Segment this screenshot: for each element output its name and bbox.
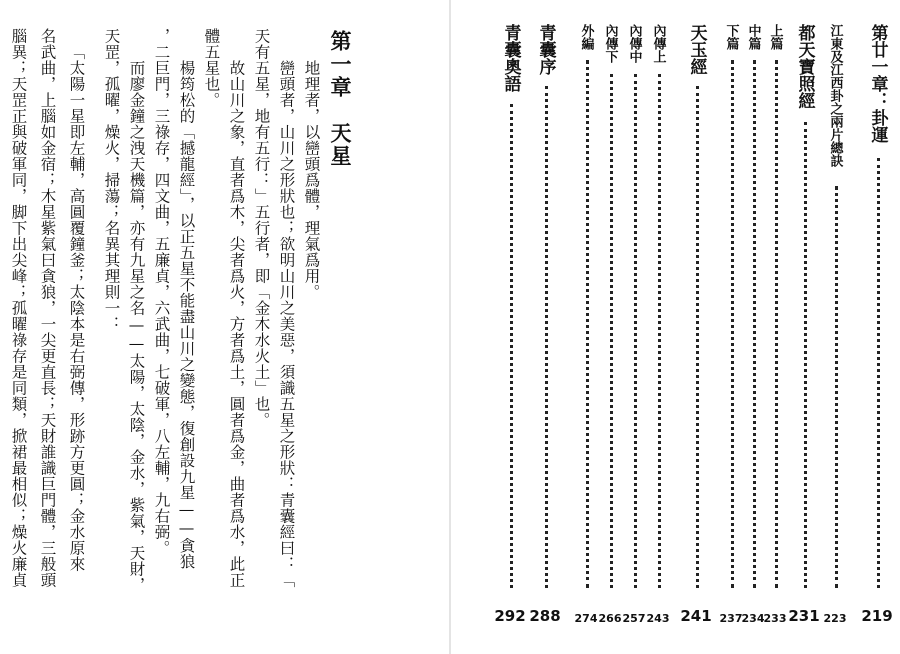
toc-entry <box>496 24 524 624</box>
toc-leader-dots <box>753 60 756 588</box>
text-column: 天有五星，地有五行：」五行者，即「金木水火土」也。 <box>252 28 271 428</box>
toc-title: 下篇 <box>723 24 739 50</box>
text-column: 體五星也。 <box>202 28 221 108</box>
toc-entry <box>682 24 710 624</box>
toc-title: 天玉經 <box>686 24 707 75</box>
toc-leader-dots <box>658 74 661 588</box>
toc-entry <box>644 24 672 624</box>
toc-page-number: 266 <box>598 612 622 625</box>
toc-title: 江東及江西卦之兩片總訣 <box>827 24 843 167</box>
toc-title: 上篇 <box>767 24 783 50</box>
text-column: ，二巨門，三祿存，四文曲，五廉貞，六武曲，七破軍，八左輔，九右弼。 <box>152 28 171 556</box>
toc-title: 都天寶照經 <box>794 24 815 109</box>
toc-leader-dots <box>804 122 807 588</box>
toc-entry <box>531 24 559 624</box>
text-column: 地理者，以巒頭爲體，理氣爲用。 <box>302 60 321 300</box>
toc-leader-dots <box>586 60 589 588</box>
toc-entry <box>572 24 600 624</box>
text-column: 楊筠松的「撼龍經」，以正五星不能盡山川之變態，復創設九星——貪狼 <box>177 60 196 570</box>
toc-page-number: 292 <box>494 607 526 625</box>
toc-page-number: 274 <box>574 612 598 625</box>
toc-entry <box>596 24 624 624</box>
toc-title: 外編 <box>578 24 594 50</box>
text-column: 而廖金鐘之洩天機篇，亦有九星之名——太陽，太陰，金水，紫氣，天財， <box>127 60 146 593</box>
toc-title: 中篇 <box>745 24 761 50</box>
toc-entry <box>717 24 745 624</box>
chapter-number: 第一章 <box>328 30 353 99</box>
right-page <box>450 0 900 654</box>
toc-leader-dots <box>835 186 838 588</box>
text-column: 天罡，孤曜，燥火，掃蕩；名異其理則一： <box>102 28 121 332</box>
toc-leader-dots <box>634 74 637 588</box>
chapter-heading <box>330 30 351 168</box>
chapter-title: 天星 <box>328 122 353 168</box>
toc-title: 青囊序 <box>535 24 556 75</box>
toc-page-number: 241 <box>680 607 712 625</box>
toc-page-number: 288 <box>529 607 561 625</box>
toc-page-number: 237 <box>719 612 743 625</box>
toc-page-number: 257 <box>622 612 646 625</box>
toc-title: 青囊奧語 <box>500 24 521 92</box>
toc-title: 第廿一章：卦運 <box>867 24 888 143</box>
toc-page-number: 219 <box>861 607 893 625</box>
toc-leader-dots <box>696 86 699 588</box>
toc-leader-dots <box>775 60 778 588</box>
toc-entry <box>821 24 849 624</box>
toc-page-number: 243 <box>646 612 670 625</box>
toc-leader-dots <box>510 104 513 588</box>
toc-page-number: 231 <box>788 607 820 625</box>
text-column: 名武曲，上腦如金宿；木星紫氣曰貪狼，一尖更直長；天財誰識巨門體，三般頭 <box>38 28 57 588</box>
toc-leader-dots <box>877 158 880 588</box>
toc-leader-dots <box>545 86 548 588</box>
toc-title: 內傳中 <box>626 24 642 63</box>
toc-page-number: 234 <box>741 612 765 625</box>
text-column: 巒頭者，山川之形狀也；欲明山川之美惡，須識五星之形狀：青囊經曰：「 <box>277 60 296 588</box>
toc-leader-dots <box>610 74 613 588</box>
toc-page-number: 233 <box>763 612 787 625</box>
text-column: 腦異；天罡正與破軍同，脚下出尖峰；孤曜祿存是同類，掀裙最相似；燥火廉貞 <box>9 28 28 588</box>
toc-title: 內傳上 <box>650 24 666 63</box>
toc-title: 內傳下 <box>602 24 618 63</box>
toc-leader-dots <box>731 60 734 588</box>
toc-entry <box>620 24 648 624</box>
toc-entry <box>790 24 818 624</box>
text-column: 「太陽一星即左輔，高圓覆鐘釜；太陰本是右弼傳，形跡方更圓；金水原來 <box>67 44 86 572</box>
toc-page-number: 223 <box>823 612 847 625</box>
toc-entry <box>863 24 891 624</box>
text-column: 故山川之象，直者爲木，尖者爲火，方者爲土，圓者爲金，曲者爲水，此正 <box>227 60 246 588</box>
